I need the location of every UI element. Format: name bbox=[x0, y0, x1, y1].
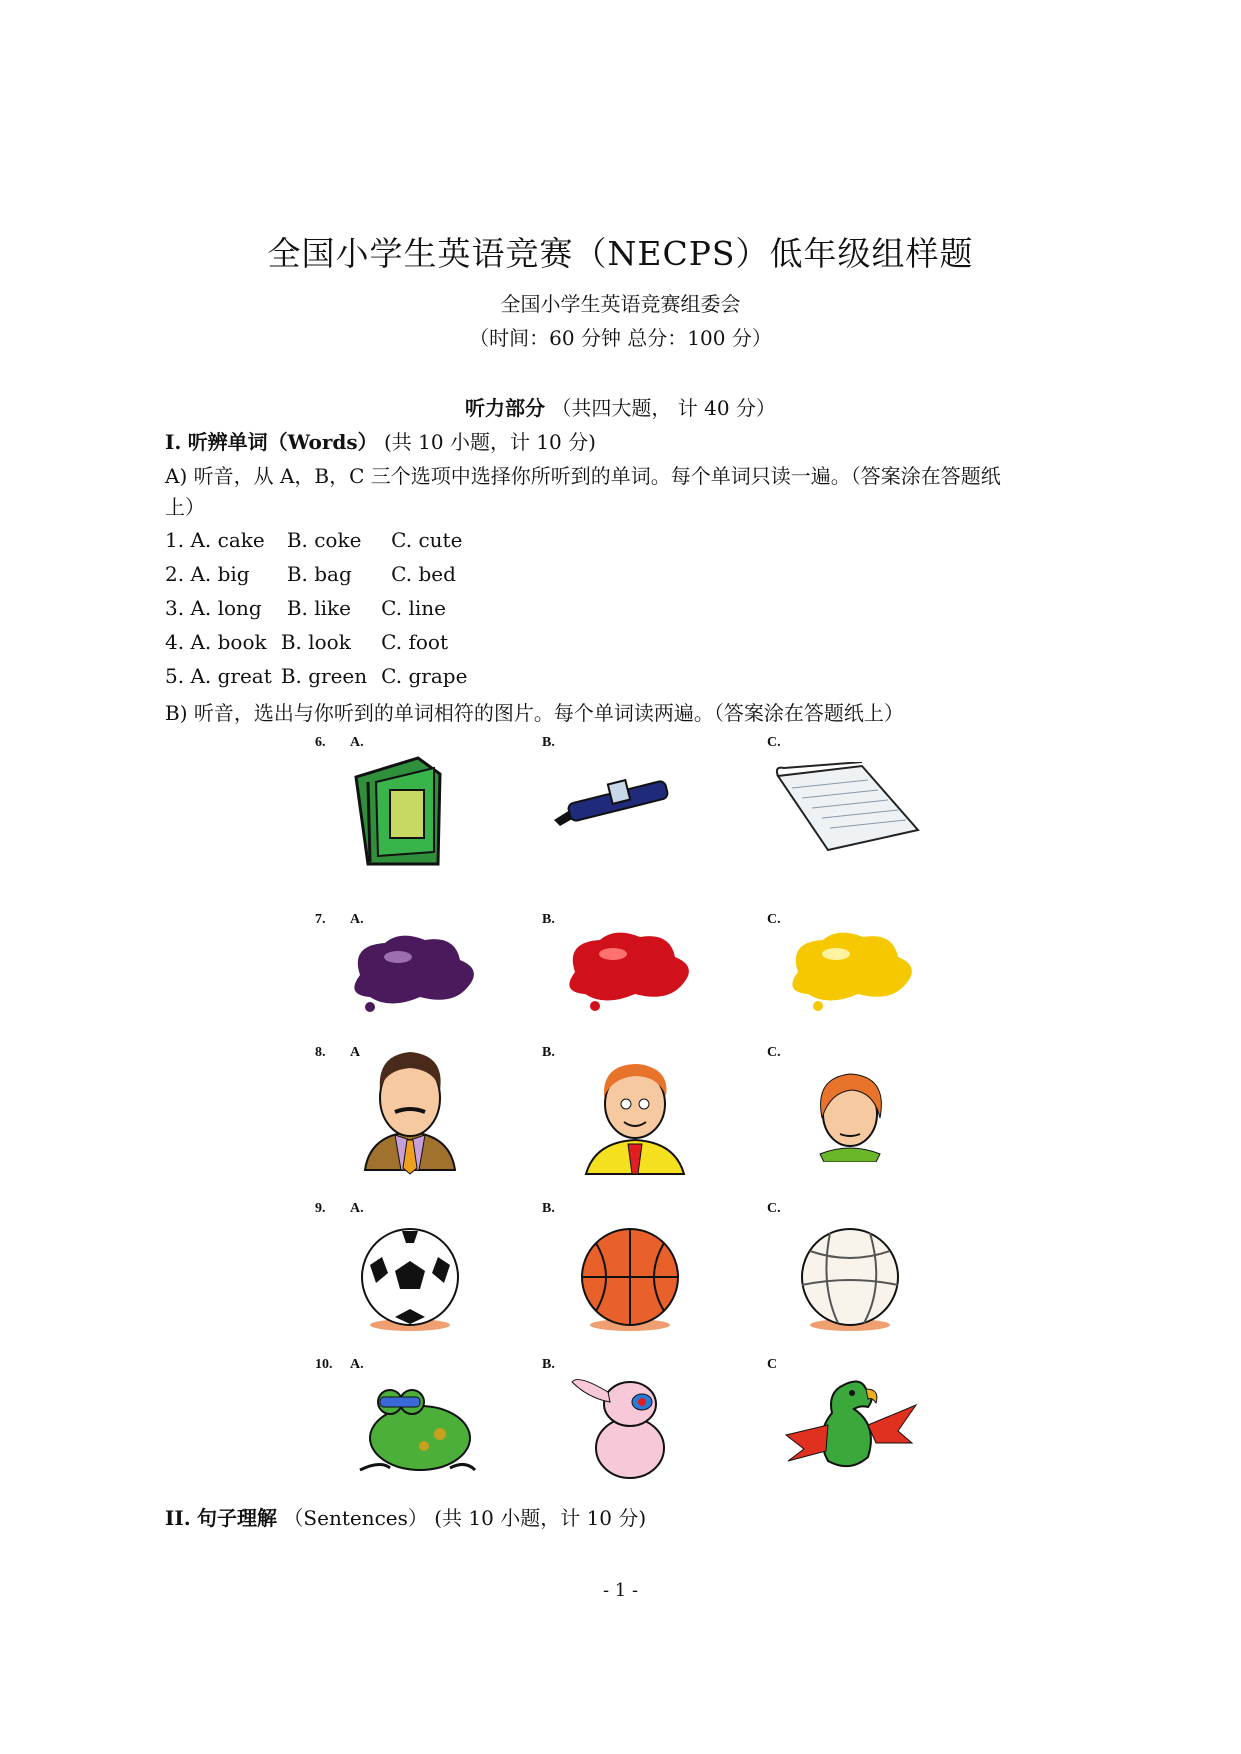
picture-question-number: 8. bbox=[315, 1045, 326, 1060]
picture-option-label: A. bbox=[350, 1357, 364, 1372]
question-number: 5. bbox=[165, 664, 185, 688]
red-paint-blob-icon bbox=[555, 922, 705, 1012]
question-row bbox=[165, 596, 446, 620]
picture-question-number: 10. bbox=[315, 1357, 333, 1372]
basketball-icon bbox=[570, 1225, 690, 1335]
boy-icon bbox=[580, 1052, 690, 1182]
question-row bbox=[165, 562, 456, 586]
pen-icon bbox=[550, 770, 680, 830]
part1-heading bbox=[165, 426, 596, 455]
picture-option-label: A. bbox=[350, 1201, 364, 1216]
book-icon bbox=[348, 752, 458, 872]
question-row bbox=[165, 528, 462, 552]
option-c: C. foot bbox=[381, 630, 448, 654]
part2-title-en: （Sentences） bbox=[283, 1506, 428, 1530]
parrot-icon bbox=[780, 1365, 920, 1480]
picture-option-label: C. bbox=[767, 1045, 781, 1060]
part1-title: 听辨单词（Words） bbox=[187, 430, 378, 454]
picture-option-label: B. bbox=[542, 912, 555, 927]
organizer: 全国小学生英语竞赛组委会 bbox=[500, 292, 741, 316]
option-a: A. great bbox=[190, 664, 272, 688]
man-icon bbox=[355, 1040, 465, 1180]
page-title: 全国小学生英语竞赛（NECPS）低年级组样题 bbox=[267, 234, 974, 273]
frog-icon bbox=[350, 1380, 480, 1480]
question-row bbox=[165, 630, 448, 654]
option-b: B. bag bbox=[286, 562, 352, 586]
option-a: A. long bbox=[190, 596, 262, 620]
picture-option-label: B. bbox=[542, 735, 555, 750]
part2-title: 句子理解 bbox=[197, 1506, 278, 1530]
question-number: 4. bbox=[165, 630, 185, 654]
option-a: A. big bbox=[190, 562, 250, 586]
part1-a-instruction-cont: 上） bbox=[165, 495, 205, 519]
picture-option-label: C. bbox=[767, 1201, 781, 1216]
rabbit-icon bbox=[568, 1362, 688, 1482]
option-c: C. line bbox=[381, 596, 446, 620]
part1-info: (共 10 小题，计 10 分) bbox=[384, 430, 596, 454]
option-c: C. cute bbox=[391, 528, 463, 552]
part1-a-instruction: A) 听音，从 A，B，C 三个选项中选择你所听到的单词。每个单词只读一遍。（答案涂在答题纸 bbox=[165, 464, 1001, 488]
yellow-paint-blob-icon bbox=[778, 922, 928, 1012]
notepad-icon bbox=[772, 762, 922, 857]
picture-option-label: C bbox=[767, 1357, 778, 1372]
picture-option-label: A. bbox=[350, 912, 364, 927]
question-number: 1. bbox=[165, 528, 185, 552]
section-title: 听力部分 bbox=[465, 396, 546, 420]
option-b: B. like bbox=[286, 596, 351, 620]
girl-icon bbox=[800, 1062, 900, 1162]
volleyball-icon bbox=[790, 1225, 910, 1335]
option-b: B. look bbox=[280, 630, 351, 654]
part2-info: (共 10 小题，计 10 分) bbox=[434, 1506, 647, 1530]
part2-heading bbox=[165, 1502, 646, 1531]
picture-question-number: 9. bbox=[315, 1201, 326, 1216]
picture-question-number: 7. bbox=[315, 912, 326, 927]
option-a: A. cake bbox=[190, 528, 265, 552]
time-info: （时间：60 分钟 总分：100 分） bbox=[469, 326, 772, 350]
section-heading bbox=[0, 392, 1241, 421]
option-b: B. green bbox=[280, 664, 368, 688]
picture-option-label: B. bbox=[542, 1357, 555, 1372]
part2-num: II. bbox=[165, 1506, 191, 1530]
question-number: 2. bbox=[165, 562, 185, 586]
option-c: C. bed bbox=[391, 562, 456, 586]
option-c: C. grape bbox=[381, 664, 468, 688]
question-row bbox=[165, 664, 467, 688]
picture-option-label: C. bbox=[767, 912, 781, 927]
purple-paint-blob-icon bbox=[340, 925, 490, 1015]
picture-option-label: B. bbox=[542, 1201, 555, 1216]
picture-option-label: A bbox=[350, 1045, 361, 1060]
picture-option-label: B. bbox=[542, 1045, 555, 1060]
part1-b-instruction: B) 听音，选出与你听到的单词相符的图片。每个单词读两遍。（答案涂在答题纸上） bbox=[165, 701, 904, 725]
question-number: 3. bbox=[165, 596, 185, 620]
section-info: （共四大题， 计 40 分） bbox=[551, 396, 776, 420]
picture-option-label: C. bbox=[767, 735, 781, 750]
soccer-ball-icon bbox=[350, 1225, 470, 1335]
picture-question-number: 6. bbox=[315, 735, 326, 750]
option-b: B. coke bbox=[286, 528, 362, 552]
picture-option-label: A. bbox=[350, 735, 364, 750]
option-a: A. book bbox=[190, 630, 267, 654]
part1-num: I. bbox=[165, 430, 182, 454]
page-number: - 1 - bbox=[602, 1580, 639, 1601]
